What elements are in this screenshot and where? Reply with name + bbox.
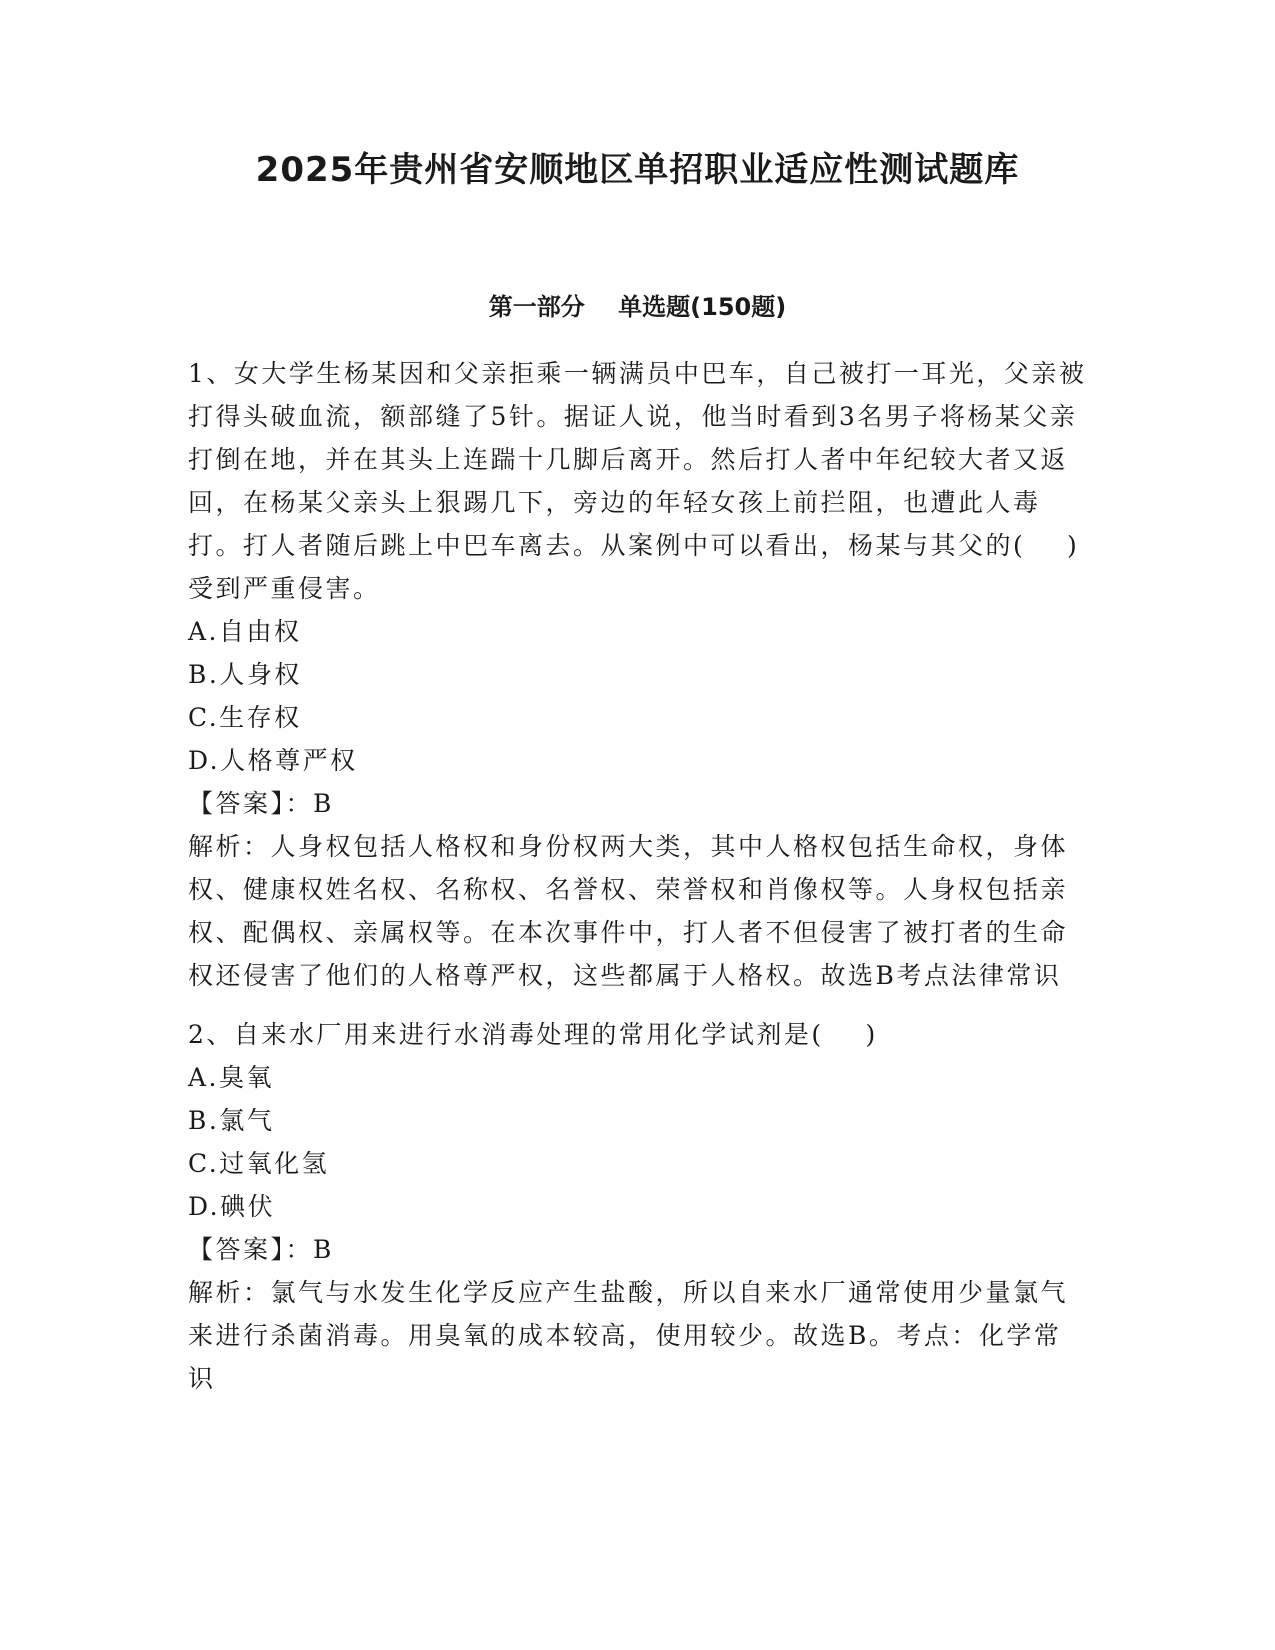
option-b: B.人身权 — [188, 660, 302, 689]
question-2 — [188, 1013, 1088, 1400]
question-text: 1、女大学生杨某因和父亲拒乘一辆满员中巴车，自己被打一耳光，父亲被打得头破血流，额部缝了5针。据证人说，他当时看到3名男子将杨某父亲打倒在地，并在其头上连踹十几脚后离开。然后打人者中年纪较大者又返回，在杨某父亲头上狠踢几下，旁边的年轻女孩上前拦阻，也遭此人毒打。打人者随后跳上中巴车离去。从案例中可以看出，杨某与其父的( )受到严重侵害。 — [188, 359, 1087, 603]
answer-line: 【答案】：B — [188, 1235, 334, 1264]
option-d: D.人格尊严权 — [188, 746, 358, 775]
option-d: D.碘伏 — [188, 1192, 276, 1221]
option-c: C.过氧化氢 — [188, 1149, 330, 1178]
document-title: 2025年贵州省安顺地区单招职业适应性测试题库 — [255, 150, 1020, 190]
analysis-text: 解析：氯气与水发生化学反应产生盐酸，所以自来水厂通常使用少量氯气来进行杀菌消毒。用臭氧的成本较高，使用较少。故选B。考点：化学常识 — [188, 1278, 1069, 1393]
option-c: C.生存权 — [188, 703, 302, 732]
option-b: B.氯气 — [188, 1106, 275, 1135]
section-title: 第一部分 单选题(150题) — [488, 293, 787, 321]
analysis-text: 解析：人身权包括人格权和身份权两大类，其中人格权包括生命权，身体权、健康权姓名权、名称权、名誉权、荣誉权和肖像权等。人身权包括亲权、配偶权、亲属权等。在本次事件中，打人者不但侵害了被打者的生命权还侵害了他们的人格尊严权，这些都属于人格权。故选B考点法律常识 — [188, 832, 1069, 990]
question-text: 2、自来水厂用来进行水消毒处理的常用化学试剂是( ) — [188, 1020, 878, 1049]
question-list — [188, 352, 1088, 1400]
answer-line: 【答案】：B — [188, 789, 334, 818]
option-a: A.臭氧 — [188, 1063, 275, 1092]
question-1 — [188, 352, 1088, 997]
option-a: A.自由权 — [188, 617, 302, 646]
